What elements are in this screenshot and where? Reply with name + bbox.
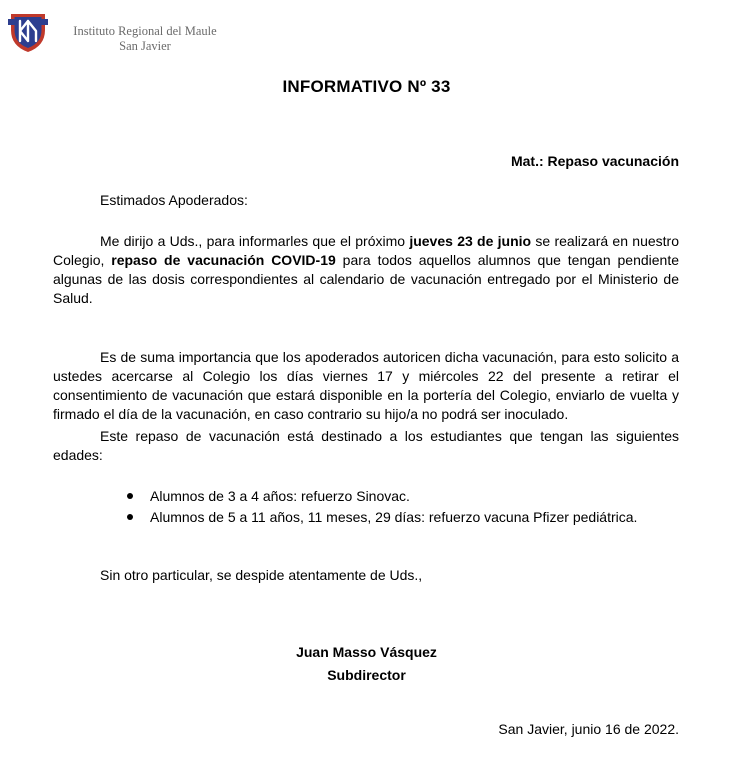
document-title: INFORMATIVO Nº 33 — [282, 77, 451, 96]
signer-role: Subdirector — [327, 667, 406, 683]
announcement-event: repaso de vacunación COVID-19 — [111, 252, 336, 268]
announcement-date: jueves 23 de junio — [409, 233, 532, 249]
closing-line: Sin otro particular, se despide atentamente de Uds., — [100, 567, 423, 583]
institution-name: Instituto Regional del Maule — [73, 24, 217, 38]
paragraph-eligibility: Este repaso de vacunación está destinado a los estudiantes que tengan las siguientes edades: — [53, 428, 679, 463]
paragraph-announcement — [53, 232, 679, 308]
greeting: Estimados Apoderados: — [100, 192, 248, 208]
announcement-text-2: se realizará en nuestro Colegio, — [53, 233, 679, 268]
list-item: Alumnos de 3 a 4 años: refuerzo Sinovac. — [127, 486, 637, 507]
school-crest-icon — [6, 8, 50, 54]
paragraph-consent: Es de suma importancia que los apoderados autoricen dicha vacunación, para esto solicito a ustedes acercarse al Colegio los días viernes 17 y miércoles 22 del presente a retirar el consentimiento de vacunación que estará disponible en la portería del Colegio, enviarlo de vuelta y firmado el día de la vacunación, en caso contrario su hijo/a no podrá ser inoculado. — [53, 349, 679, 422]
subject-line: Mat.: Repaso vacunación — [510, 153, 679, 169]
age-group-list — [127, 486, 637, 528]
signer-name: Juan Masso Vásquez — [296, 644, 437, 660]
institution-header — [60, 24, 230, 54]
institution-city: San Javier — [119, 39, 171, 53]
announcement-text-3: para todos aquellos alumnos que tengan pendiente algunas de las dosis correspondientes al calendario de vacunación entregado por el Ministerio de Salud. — [53, 252, 679, 306]
signature-block — [0, 641, 733, 687]
announcement-text-1: Me dirijo a Uds., para informarles que el próximo — [100, 233, 410, 249]
document-date: San Javier, junio 16 de 2022. — [498, 721, 679, 737]
list-item: Alumnos de 5 a 11 años, 11 meses, 29 días: refuerzo vacuna Pfizer pediátrica. — [127, 507, 637, 528]
